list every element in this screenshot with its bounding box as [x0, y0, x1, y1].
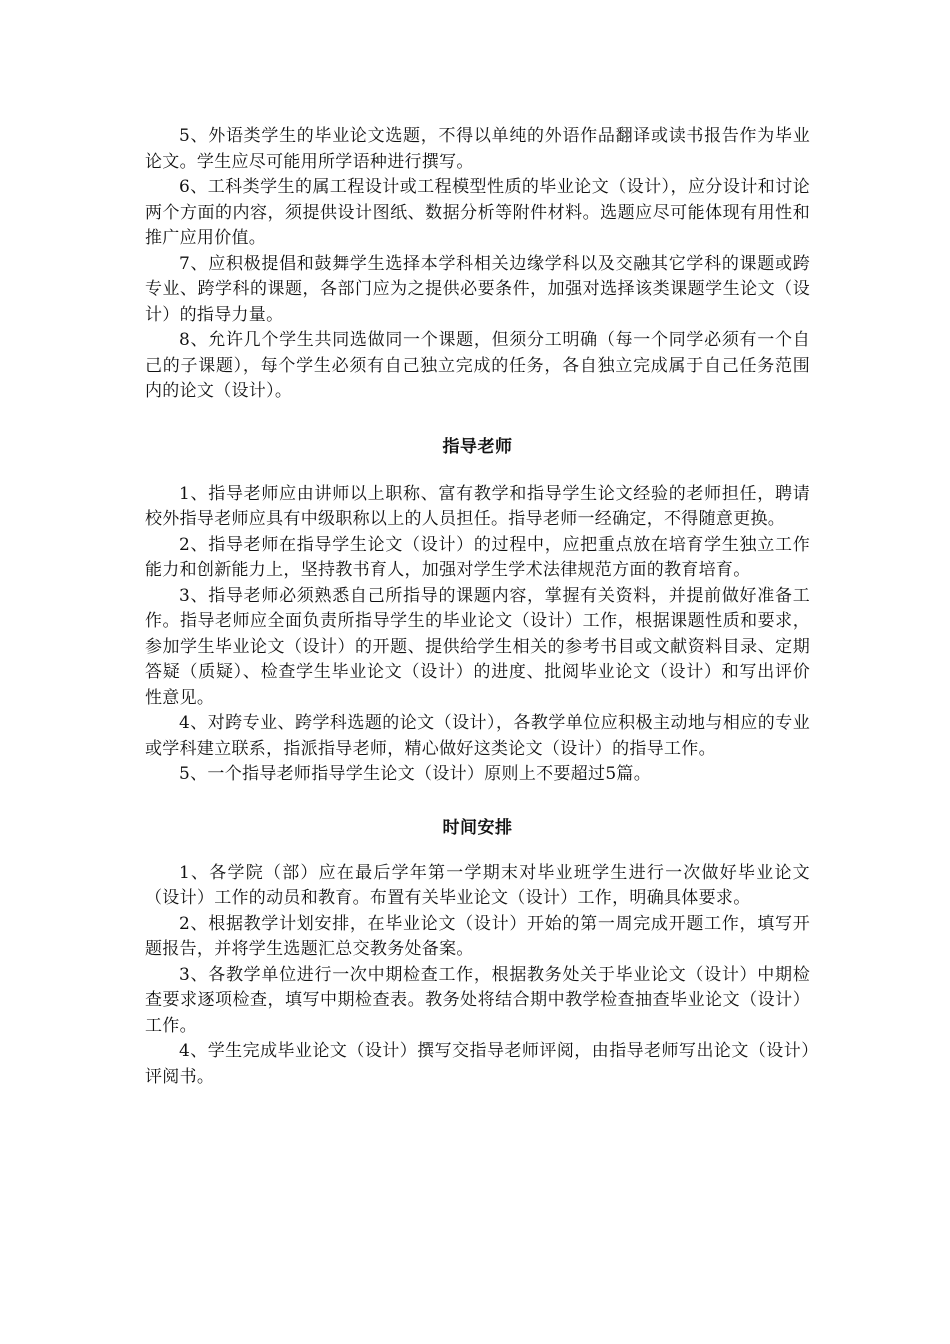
paragraph: 2、指导老师在指导学生论文（设计）的过程中，应把重点放在培育学生独立工作能力和创新能力上，坚持教书育人，加强对学生学术法律规范方面的教育培育。: [145, 534, 810, 580]
paragraph: 7、应积极提倡和鼓舞学生选择本学科相关边缘学科以及交融其它学科的课题或跨专业、跨学科的课题，各部门应为之提供必要条件，加强对选择该类课题学生论文（设计）的指导力量。: [145, 253, 810, 325]
section-schedule: [145, 816, 810, 1091]
paragraph: 5、外语类学生的毕业论文选题，不得以单纯的外语作品翻译或读书报告作为毕业论文。学生应尽可能用所学语种进行撰写。: [145, 126, 810, 172]
paragraph: 1、指导老师应由讲师以上职称、富有教学和指导学生论文经验的老师担任，聘请校外指导老师应具有中级职称以上的人员担任。指导老师一经确定，不得随意更换。: [145, 483, 810, 529]
section-heading: 时间安排: [442, 817, 513, 838]
paragraph: 3、指导老师必须熟悉自己所指导的课题内容，掌握有关资料，并提前做好准备工作。指导老师应全面负责所指导学生的毕业论文（设计）工作，根据课题性质和要求，参加学生毕业论文（设计）的开题、提供给学生相关的参考书目或文献资料目录、定期答疑（质疑）、检查学生毕业论文（设计）的进度、批阅毕业论文（设计）和写出评价性意见。: [145, 585, 810, 708]
paragraph: 4、对跨专业、跨学科选题的论文（设计），各教学单位应积极主动地与相应的专业或学科建立联系，指派指导老师，精心做好这类论文（设计）的指导工作。: [145, 713, 810, 759]
document-body: [145, 124, 810, 1090]
paragraph: 3、各教学单位进行一次中期检查工作，根据教务处关于毕业论文（设计）中期检查要求逐项检查，填写中期检查表。教务处将结合期中教学检查抽查毕业论文（设计）工作。: [145, 964, 810, 1036]
paragraph: 6、工科类学生的属工程设计或工程模型性质的毕业论文（设计），应分设计和讨论两个方面的内容，须提供设计图纸、数据分析等附件材料。选题应尽可能体现有用性和推广应用价值。: [145, 177, 810, 248]
section-advisor: [145, 435, 810, 788]
section-heading: 指导老师: [442, 436, 513, 457]
paragraph: 8、允许几个学生共同选做同一个课题，但须分工明确（每一个同学必须有一个自己的子课题），每个学生必须有自己独立完成的任务，各自独立完成属于自己任务范围内的论文（设计）。: [145, 330, 810, 401]
section-topic-rules: [145, 124, 810, 405]
paragraph: 2、根据教学计划安排，在毕业论文（设计）开始的第一周完成开题工作，填写开题报告，并将学生选题汇总交教务处备案。: [145, 913, 810, 959]
paragraph: 5、一个指导老师指导学生论文（设计）原则上不要超过5篇。: [179, 764, 652, 784]
paragraph: 4、学生完成毕业论文（设计）撰写交指导老师评阅，由指导老师写出论文（设计）评阅书。: [145, 1041, 810, 1087]
paragraph: 1、各学院（部）应在最后学年第一学期末对毕业班学生进行一次做好毕业论文（设计）工作的动员和教育。布置有关毕业论文（设计）工作，明确具体要求。: [145, 862, 810, 908]
